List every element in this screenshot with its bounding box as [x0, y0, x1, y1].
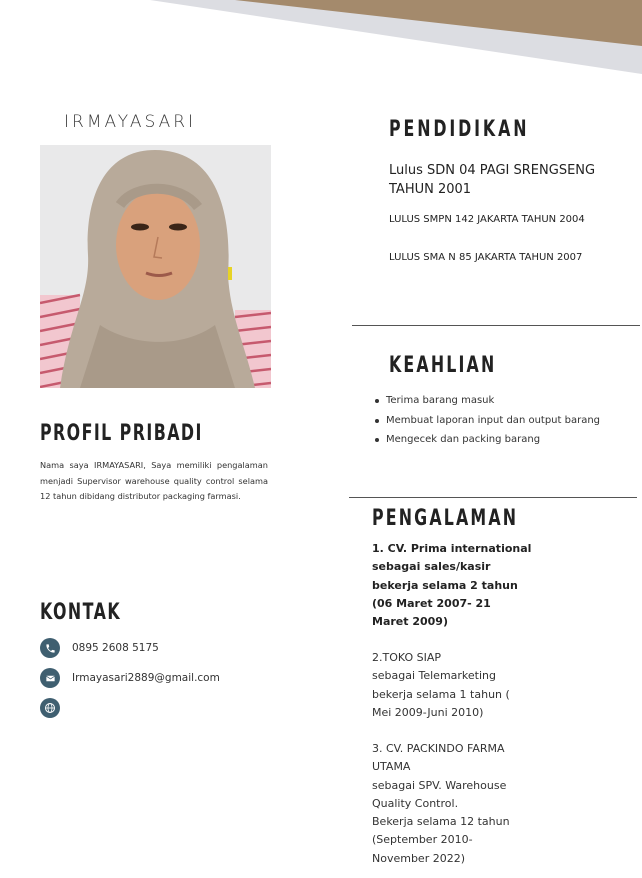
experience-line: Maret 2009) [372, 615, 448, 629]
experience-line: 2.TOKO SIAP [372, 651, 442, 664]
section-divider [349, 497, 637, 498]
skill-item: Membuat laporan input dan output barang [373, 411, 613, 431]
experience-line: sebagai sales/kasir [372, 560, 491, 574]
keahlian-heading: KEAHLIAN [389, 353, 497, 378]
pendidikan-item: LULUS SMA N 85 JAKARTA TAHUN 2007 [389, 252, 583, 263]
email-icon [40, 668, 60, 688]
skill-item: Terima barang masuk [373, 391, 613, 411]
experience-line: sebagai Telemarketing [372, 669, 496, 683]
experience-line: (06 Maret 2007- 21 [372, 596, 491, 610]
experience-line: 1. CV. Prima international [372, 542, 532, 555]
skills-list [373, 391, 613, 450]
experience-item-3 [372, 740, 562, 868]
experience-item-2 [372, 649, 562, 722]
experience-line: Quality Control. [372, 796, 459, 810]
pengalaman-heading: PENGALAMAN [372, 506, 519, 531]
experience-line: (September 2010- [372, 833, 473, 847]
pendidikan-item: Lulus SDN 04 PAGI SRENGSENG TAHUN 2001 [389, 163, 596, 197]
experience-line: sebagai SPV. Warehouse [372, 778, 507, 792]
experience-line: November 2022) [372, 851, 466, 865]
experience-line: bekerja selama 2 tahun [372, 578, 518, 592]
phone-icon [40, 638, 60, 658]
experience-line: Mei 2009-Juni 2010) [372, 705, 484, 719]
globe-icon[interactable] [40, 698, 60, 718]
contact-website [40, 698, 72, 718]
experience-line: UTAMA [372, 760, 411, 774]
header-decoration [0, 0, 642, 80]
email-address[interactable]: Irmayasari2889@gmail.com [72, 672, 220, 684]
section-divider [352, 325, 640, 326]
contact-phone [40, 638, 159, 658]
skill-item: Mengecek dan packing barang [373, 430, 613, 450]
pendidikan-item: LULUS SMPN 142 JAKARTA TAHUN 2004 [389, 214, 585, 225]
phone-number[interactable]: 0895 2608 5175 [72, 642, 159, 654]
contact-email [40, 668, 220, 688]
experience-item-1 [372, 540, 562, 631]
profile-photo [40, 145, 271, 388]
profil-description: Nama saya IRMAYASARI, Saya memiliki pengalaman menjadi Supervisor warehouse quality control selama 12 tahun dibidang distributor packaging farmasi. [40, 460, 268, 502]
experience-line: Bekerja selama 12 tahun [372, 815, 510, 829]
experience-line: 3. CV. PACKINDO FARMA [372, 742, 505, 755]
pendidikan-heading: PENDIDIKAN [389, 117, 530, 142]
experience-line: bekerja selama 1 tahun ( [372, 687, 510, 701]
person-name: IRMAYASARI [64, 112, 197, 132]
profil-heading: PROFIL PRIBADI [40, 421, 203, 446]
kontak-heading: KONTAK [40, 600, 122, 625]
